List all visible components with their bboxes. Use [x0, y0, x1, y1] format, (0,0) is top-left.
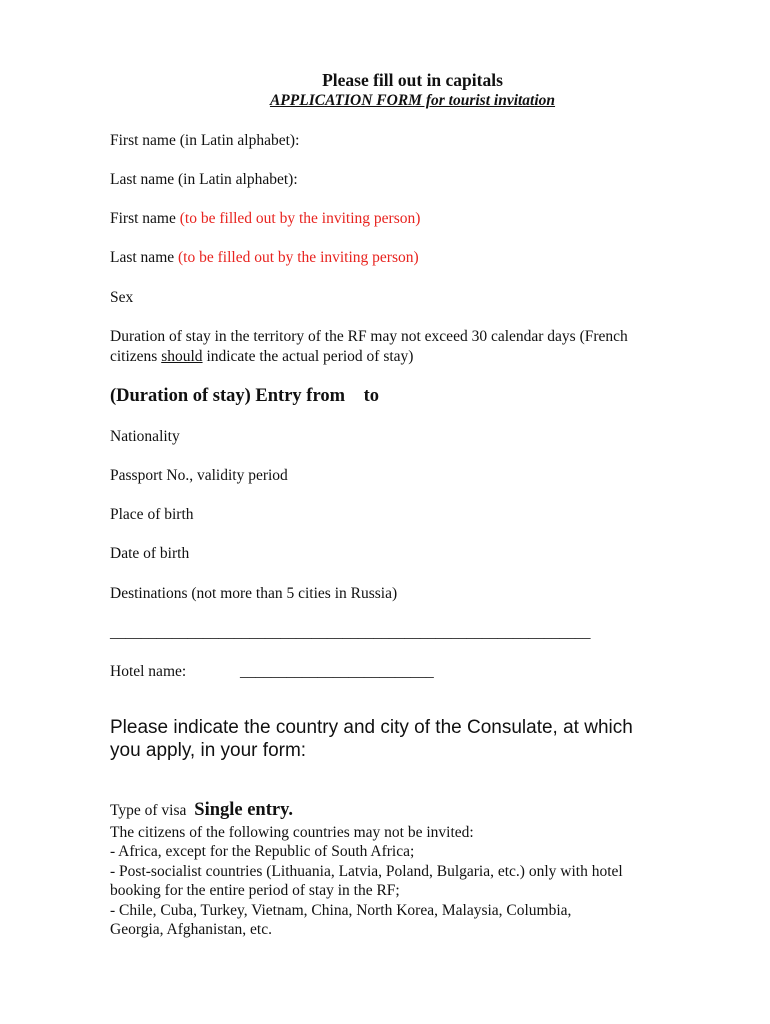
duration-note-a: citizens — [110, 348, 158, 365]
visa-type-field — [110, 801, 293, 820]
visa-restriction-line: - Chile, Cuba, Turkey, Vietnam, China, North Korea, Malaysia, Columbia, — [110, 902, 572, 919]
duration-note-should: should — [161, 348, 203, 365]
place-of-birth-field: Place of birth — [110, 506, 194, 523]
hotel-label: Hotel name: — [110, 663, 187, 680]
form-subtitle — [0, 92, 770, 110]
destinations-blank-line: ______________________________________________________________ — [110, 624, 591, 641]
last-name-latin-field: Last name (in Latin alphabet): — [110, 171, 298, 188]
form-subtitle-text: APPLICATION FORM for tourist invitation — [269, 92, 556, 109]
last-name-label: Last name — [110, 249, 175, 266]
last-name-field — [110, 249, 419, 267]
hotel-field — [110, 663, 434, 681]
first-name-latin-field: First name (in Latin alphabet): — [110, 132, 300, 149]
visa-restriction-line: The citizens of the following countries may not be invited: — [110, 824, 474, 841]
consulate-instruction-line1: Please indicate the country and city of the Consulate, at which — [110, 717, 633, 738]
duration-note-line2 — [110, 348, 413, 366]
nationality-field: Nationality — [110, 428, 180, 445]
last-name-note: (to be filled out by the inviting person) — [178, 249, 419, 266]
visa-type-label: Type of visa — [110, 802, 187, 819]
consulate-instruction-line2: you apply, in your form: — [110, 740, 307, 761]
visa-restriction-line: booking for the entire period of stay in the RF; — [110, 882, 400, 899]
entry-to-label: to — [363, 386, 380, 406]
hotel-blank-line: _________________________ — [240, 663, 434, 680]
duration-note-b: indicate the actual period of stay) — [206, 348, 414, 365]
destinations-field: Destinations (not more than 5 cities in Russia) — [110, 585, 398, 602]
passport-field: Passport No., validity period — [110, 467, 288, 484]
date-of-birth-field: Date of birth — [110, 545, 190, 562]
visa-restriction-line: - Post-socialist countries (Lithuania, Latvia, Poland, Bulgaria, etc.) only with hotel — [110, 863, 623, 880]
duration-note-line1: Duration of stay in the territory of the RF may not exceed 30 calendar days (French — [110, 328, 628, 345]
first-name-field — [110, 210, 420, 228]
entry-period-field — [110, 387, 379, 405]
visa-restriction-line: - Africa, except for the Republic of South Africa; — [110, 843, 415, 860]
first-name-note: (to be filled out by the inviting person) — [179, 210, 421, 227]
visa-type-value: Single entry. — [194, 800, 293, 820]
first-name-label: First name — [110, 210, 176, 227]
page-title: Please fill out in capitals — [322, 70, 503, 90]
visa-restriction-line: Georgia, Afghanistan, etc. — [110, 921, 272, 938]
sex-field: Sex — [110, 289, 134, 306]
entry-from-label: (Duration of stay) Entry from — [110, 386, 345, 406]
